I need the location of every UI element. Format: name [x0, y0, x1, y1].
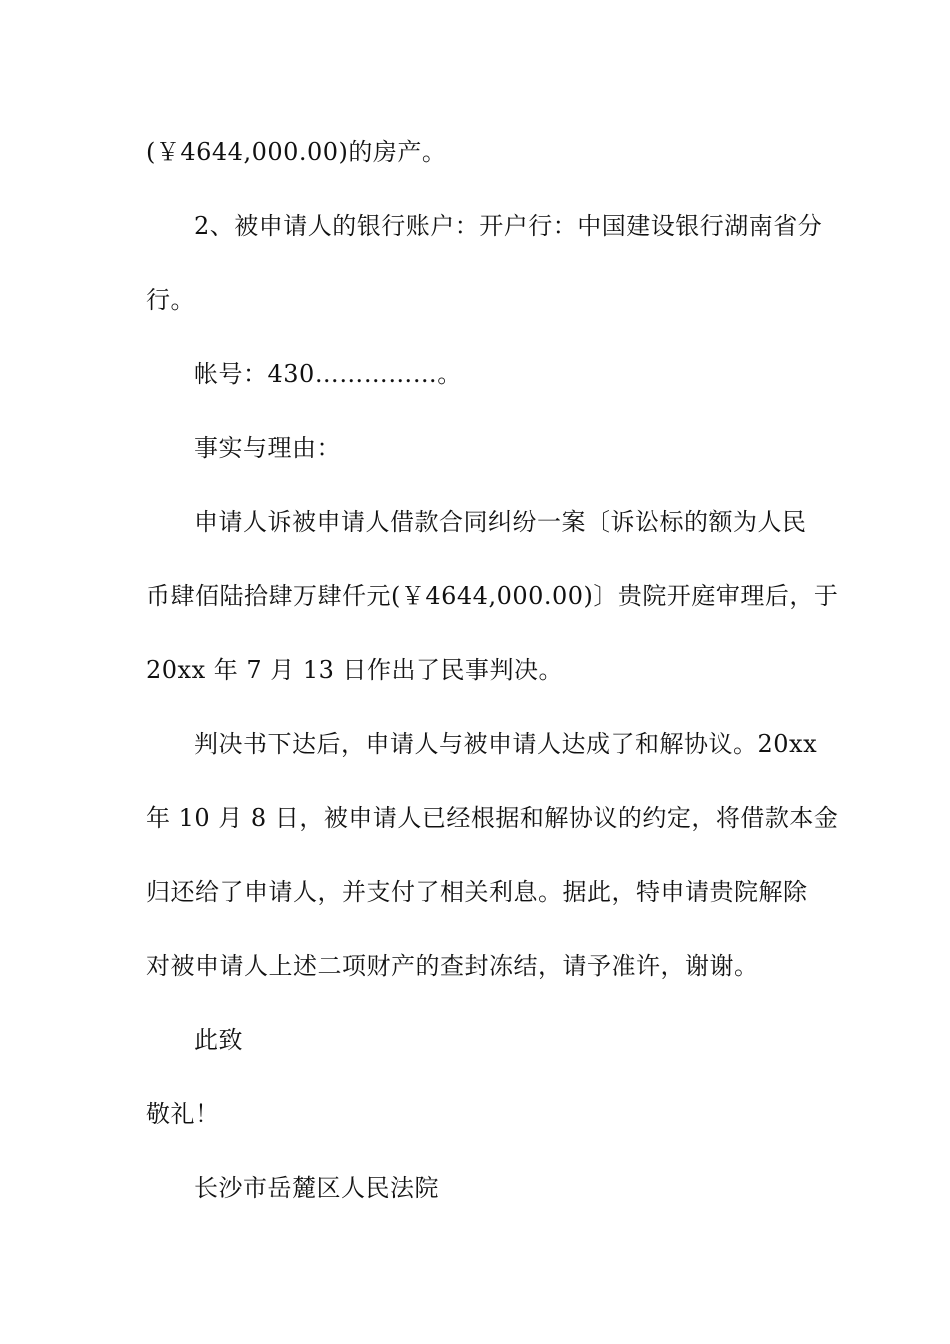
- text-line-settlement-3: 归还给了申请人，并支付了相关利息。据此，特申请贵院解除: [146, 878, 808, 906]
- text-line-case-2: 币肆佰陆拾肆万肆仟元(￥4644,000.00)〕贵院开庭审理后，于: [146, 582, 839, 610]
- text-line-property-amount: (￥4644,000.00)的房产。: [146, 138, 447, 166]
- text-line-settlement-1: 判决书下达后，申请人与被申请人达成了和解协议。20xx: [194, 730, 818, 758]
- text-line-case-1: 申请人诉被申请人借款合同纠纷一案〔诉讼标的额为人民: [194, 508, 807, 536]
- closing-salute: 敬礼！: [146, 1100, 220, 1128]
- text-line-bank-branch: 行。: [146, 286, 195, 314]
- text-line-account-number: 帐号：430……………。: [194, 360, 462, 388]
- text-line-bank-account: 2、被申请人的银行账户：开户行：中国建设银行湖南省分: [194, 212, 823, 240]
- court-name: 长沙市岳麓区人民法院: [194, 1174, 439, 1202]
- closing-greeting: 此致: [194, 1026, 243, 1054]
- section-heading-facts: 事实与理由：: [194, 434, 341, 462]
- text-line-settlement-2: 年 10 月 8 日，被申请人已经根据和解协议的约定，将借款本金: [146, 804, 839, 832]
- text-line-settlement-4: 对被申请人上述二项财产的查封冻结，请予准许，谢谢。: [146, 952, 759, 980]
- text-line-case-3: 20xx 年 7 月 13 日作出了民事判决。: [146, 656, 564, 684]
